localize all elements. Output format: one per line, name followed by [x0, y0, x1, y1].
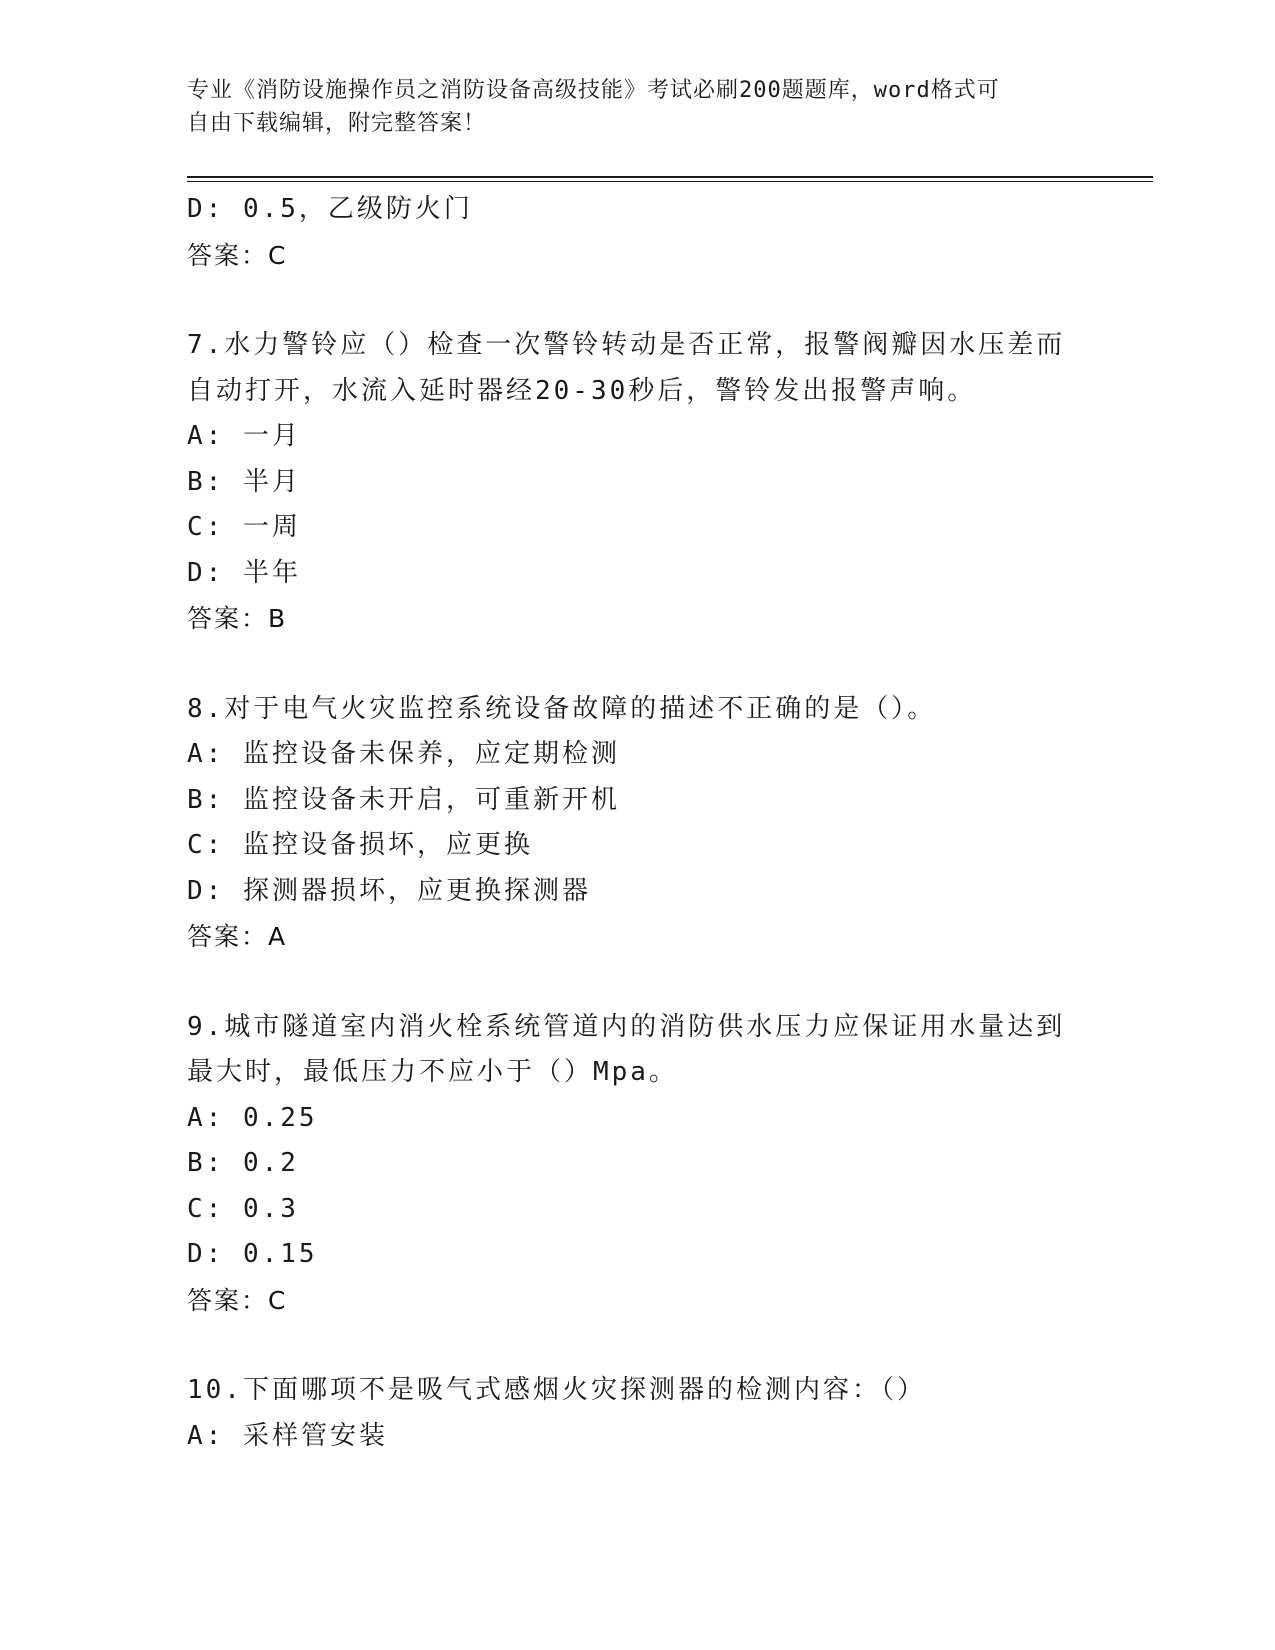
question-8 — [187, 687, 1067, 960]
header-divider-thin — [187, 181, 1153, 182]
option-a: A: 监控设备未保养，应定期检测 — [187, 739, 620, 769]
option-b: B: 监控设备未开启，可重新开机 — [187, 784, 620, 815]
question-stem-line: 10.下面哪项不是吸气式感烟火灾探测器的检测内容：（） — [187, 1375, 926, 1405]
question-stem-line: 7.水力警铃应（）检查一次警铃转动是否正常，报警阀瓣因水压差而 — [187, 330, 1066, 360]
spacer — [187, 960, 1067, 1005]
question-stem-line: 8.对于电气火灾监控系统设备故障的描述不正确的是（）。 — [187, 693, 937, 724]
spacer — [187, 278, 1067, 323]
option-c: C: 一周 — [187, 512, 301, 542]
option-d: D: 探测器损坏，应更换探测器 — [187, 875, 591, 906]
previous-question-tail — [187, 187, 1067, 278]
question-stem-line: 自动打开，水流入延时器经20-30秒后，警铃发出报警声响。 — [187, 375, 977, 406]
spacer — [187, 1323, 1067, 1368]
header-line-1: 专业《消防设施操作员之消防设备高级技能》考试必刷200题题库，word格式可 — [187, 78, 1000, 103]
answer-line: 答案：A — [187, 922, 288, 951]
question-stem-line: 最大时，最低压力不应小于（）Mpa。 — [187, 1057, 678, 1087]
document-header — [187, 74, 1067, 140]
option-d: D: 半年 — [187, 557, 301, 588]
option-b: B: 0.2 — [187, 1148, 299, 1178]
question-7 — [187, 323, 1067, 642]
question-stem-line: 9.城市隧道室内消火栓系统管道内的消防供水压力应保证用水量达到 — [187, 1011, 1066, 1042]
answer-line: 答案：B — [187, 604, 288, 633]
option-a: A: 一月 — [187, 421, 301, 451]
answer-line: 答案：C — [187, 240, 288, 270]
option-d: D: 0.15 — [187, 1239, 318, 1269]
spacer — [187, 642, 1067, 687]
option-c: C: 0.3 — [187, 1193, 299, 1224]
question-10 — [187, 1368, 1067, 1459]
question-9 — [187, 1005, 1067, 1324]
option-a: A: 0.25 — [187, 1102, 318, 1133]
option-d: D: 0.5，乙级防火门 — [187, 194, 473, 224]
header-divider — [187, 176, 1153, 178]
answer-line: 答案：C — [187, 1285, 288, 1315]
question-list — [187, 187, 1067, 1459]
header-line-2: 自由下载编辑，附完整答案！ — [187, 111, 487, 136]
option-b: B: 半月 — [187, 466, 301, 497]
option-c: C: 监控设备损坏，应更换 — [187, 830, 533, 860]
option-a: A: 采样管安装 — [187, 1420, 388, 1451]
